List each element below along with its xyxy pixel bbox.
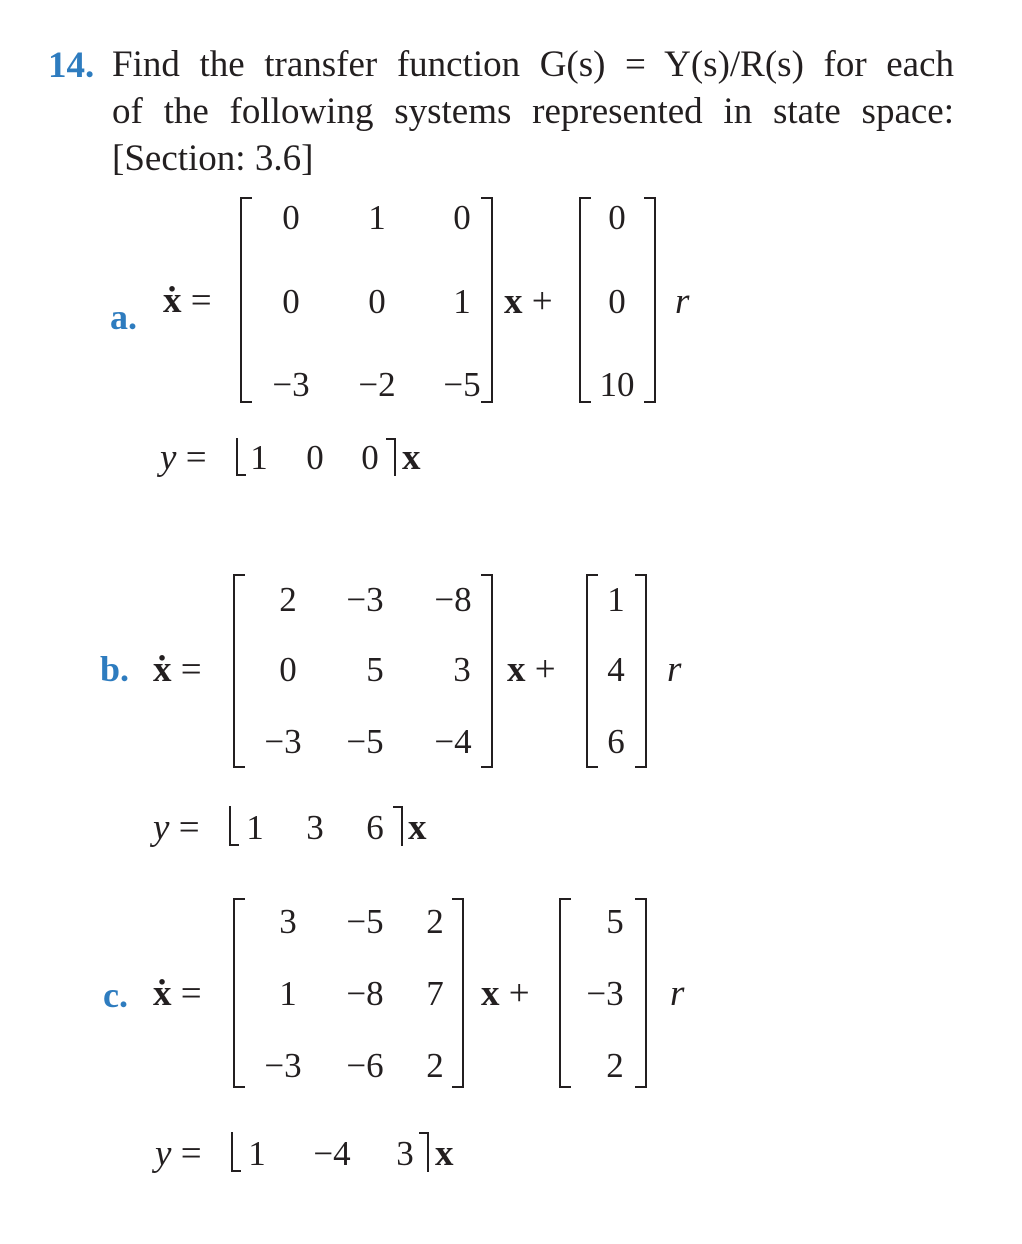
matrix-cell: −5: [346, 902, 384, 941]
matrix-cell: −6: [346, 1046, 384, 1085]
matrix-cell: 0: [279, 650, 297, 689]
matrix-cell: 7: [426, 974, 444, 1013]
matrix-cell: 3: [279, 902, 297, 941]
matrix-cell: −3: [264, 722, 302, 761]
output-equation-a: y =: [160, 437, 207, 478]
state-x-b: x: [408, 807, 427, 848]
matrix-cell: −8: [434, 580, 472, 619]
matrix-cell: 0: [453, 198, 471, 237]
row-c-right-bracket: [393, 806, 403, 846]
matrix-cell: 1: [453, 282, 471, 321]
vector-cell: 6: [607, 722, 625, 761]
row-cell: −4: [313, 1134, 351, 1173]
vector-cell: −3: [586, 974, 624, 1013]
matrix-cell: 1: [279, 974, 297, 1013]
output-equation-c: y =: [155, 1133, 202, 1174]
vector-cell: 10: [599, 365, 635, 404]
row-c-right-bracket: [419, 1132, 429, 1172]
matrix-cell: 3: [453, 650, 471, 689]
matrix-a-left-bracket: [240, 197, 252, 403]
row-cell: 1: [246, 808, 264, 847]
vector-cell: 0: [608, 198, 626, 237]
vector-cell: 0: [608, 282, 626, 321]
part-a-label: a.: [110, 297, 137, 337]
matrix-cell: 5: [366, 650, 384, 689]
problem-line-2: of the following systems represented in state space:: [112, 91, 954, 132]
row-cell: 6: [366, 808, 384, 847]
row-cell: 0: [306, 438, 324, 477]
state-derivative-b: ẋ =: [153, 649, 202, 690]
state-x-a: x: [402, 437, 421, 478]
input-r-a: r: [675, 281, 690, 322]
input-r-c: r: [670, 973, 685, 1014]
matrix-cell: 1: [368, 198, 386, 237]
matrix-cell: 2: [426, 1046, 444, 1085]
state-derivative-c: ẋ =: [153, 973, 202, 1014]
matrix-a-left-bracket: [233, 574, 245, 768]
row-cell: 1: [250, 438, 268, 477]
vector-cell: 2: [606, 1046, 624, 1085]
x-plus-b: x +: [507, 649, 556, 690]
vector-cell: 4: [607, 650, 625, 689]
input-r-b: r: [667, 649, 682, 690]
part-c-label: c.: [103, 975, 128, 1015]
matrix-cell: 0: [368, 282, 386, 321]
matrix-cell: 0: [282, 282, 300, 321]
row-c-right-bracket: [386, 438, 396, 476]
matrix-cell: −3: [264, 1046, 302, 1085]
matrix-cell: 0: [282, 198, 300, 237]
row-cell: 3: [306, 808, 324, 847]
row-cell: 3: [396, 1134, 414, 1173]
matrix-cell: −3: [272, 365, 310, 404]
state-derivative-a: ẋ =: [163, 280, 212, 321]
problem-line-3: [Section: 3.6]: [112, 138, 314, 179]
matrix-cell: −5: [346, 722, 384, 761]
matrix-a-left-bracket: [233, 898, 245, 1088]
matrix-cell: −4: [434, 722, 472, 761]
output-equation-b: y =: [153, 807, 200, 848]
matrix-cell: 2: [426, 902, 444, 941]
state-x-c: x: [435, 1133, 454, 1174]
matrix-cell: −5: [443, 365, 481, 404]
x-plus-c: x +: [481, 973, 530, 1014]
vector-cell: 5: [606, 902, 624, 941]
matrix-cell: −2: [358, 365, 396, 404]
matrix-cell: 2: [279, 580, 297, 619]
part-b-label: b.: [100, 649, 130, 689]
problem-line-1: Find the transfer function G(s) = Y(s)/R(s) for each: [112, 44, 954, 85]
matrix-cell: −3: [346, 580, 384, 619]
vector-cell: 1: [607, 580, 625, 619]
matrix-cell: −8: [346, 974, 384, 1013]
x-plus-a: x +: [504, 281, 553, 322]
problem-number: 14.: [48, 45, 95, 86]
row-cell: 0: [361, 438, 379, 477]
row-cell: 1: [248, 1134, 266, 1173]
